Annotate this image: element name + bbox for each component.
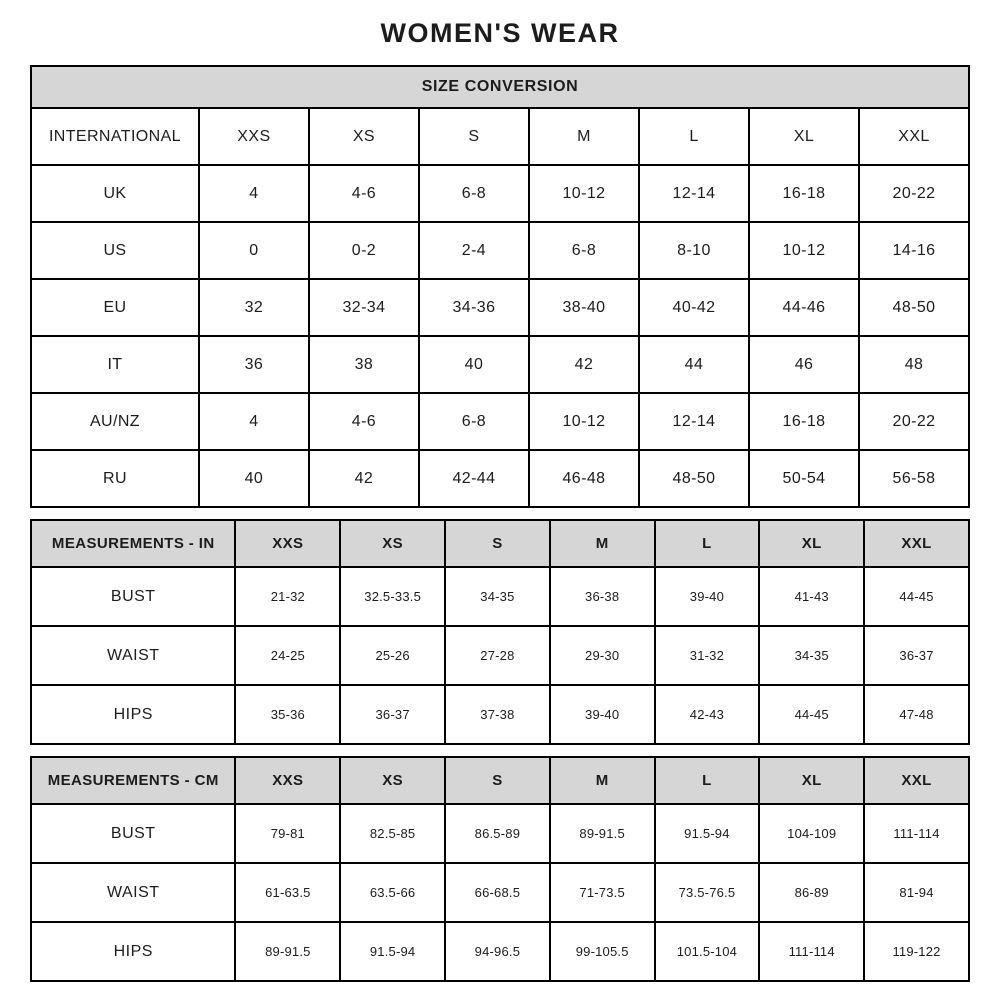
value-cell: 4-6 bbox=[309, 165, 419, 222]
value-cell: 46 bbox=[749, 336, 859, 393]
value-cell: 2-4 bbox=[419, 222, 529, 279]
column-header: XXS bbox=[235, 520, 340, 567]
row-label: BUST bbox=[31, 804, 235, 863]
value-cell: 89-91.5 bbox=[550, 804, 655, 863]
value-cell: 32.5-33.5 bbox=[340, 567, 445, 626]
value-cell: 111-114 bbox=[759, 922, 864, 981]
table-row bbox=[31, 863, 969, 922]
value-cell: 111-114 bbox=[864, 804, 969, 863]
column-header: M bbox=[550, 520, 655, 567]
row-label: WAIST bbox=[31, 626, 235, 685]
value-cell: 34-36 bbox=[419, 279, 529, 336]
row-label: EU bbox=[31, 279, 199, 336]
column-header-row bbox=[31, 108, 969, 165]
value-cell: 44 bbox=[639, 336, 749, 393]
value-cell: 61-63.5 bbox=[235, 863, 340, 922]
value-cell: 8-10 bbox=[639, 222, 749, 279]
value-cell: 48-50 bbox=[859, 279, 969, 336]
row-label: HIPS bbox=[31, 922, 235, 981]
value-cell: 42 bbox=[309, 450, 419, 507]
value-cell: 27-28 bbox=[445, 626, 550, 685]
value-cell: 44-45 bbox=[759, 685, 864, 744]
value-cell: 63.5-66 bbox=[340, 863, 445, 922]
value-cell: 40 bbox=[199, 450, 309, 507]
value-cell: 38 bbox=[309, 336, 419, 393]
row-label: WAIST bbox=[31, 863, 235, 922]
value-cell: 12-14 bbox=[639, 165, 749, 222]
value-cell: 99-105.5 bbox=[550, 922, 655, 981]
value-cell: 0-2 bbox=[309, 222, 419, 279]
value-cell: 50-54 bbox=[749, 450, 859, 507]
column-header-row bbox=[31, 520, 969, 567]
value-cell: 16-18 bbox=[749, 165, 859, 222]
size-conversion-table bbox=[30, 65, 970, 508]
row-label: UK bbox=[31, 165, 199, 222]
column-header: INTERNATIONAL bbox=[31, 108, 199, 165]
value-cell: 29-30 bbox=[550, 626, 655, 685]
measurements-in-table bbox=[30, 519, 970, 745]
column-header: L bbox=[639, 108, 749, 165]
table-row bbox=[31, 393, 969, 450]
value-cell: 39-40 bbox=[655, 567, 760, 626]
column-header: XL bbox=[749, 108, 859, 165]
value-cell: 82.5-85 bbox=[340, 804, 445, 863]
table-row bbox=[31, 165, 969, 222]
value-cell: 36-37 bbox=[864, 626, 969, 685]
value-cell: 21-32 bbox=[235, 567, 340, 626]
value-cell: 31-32 bbox=[655, 626, 760, 685]
value-cell: 10-12 bbox=[529, 165, 639, 222]
table-row bbox=[31, 222, 969, 279]
value-cell: 42 bbox=[529, 336, 639, 393]
value-cell: 14-16 bbox=[859, 222, 969, 279]
measurements-cm-table bbox=[30, 756, 970, 982]
table-row bbox=[31, 336, 969, 393]
value-cell: 79-81 bbox=[235, 804, 340, 863]
column-header: XL bbox=[759, 520, 864, 567]
column-header: M bbox=[529, 108, 639, 165]
value-cell: 10-12 bbox=[749, 222, 859, 279]
value-cell: 34-35 bbox=[759, 626, 864, 685]
value-cell: 44-45 bbox=[864, 567, 969, 626]
value-cell: 104-109 bbox=[759, 804, 864, 863]
table-title-row bbox=[31, 66, 969, 108]
value-cell: 44-46 bbox=[749, 279, 859, 336]
column-header: XS bbox=[340, 757, 445, 804]
value-cell: 16-18 bbox=[749, 393, 859, 450]
value-cell: 81-94 bbox=[864, 863, 969, 922]
value-cell: 47-48 bbox=[864, 685, 969, 744]
column-header: XS bbox=[340, 520, 445, 567]
column-header: XXS bbox=[199, 108, 309, 165]
value-cell: 6-8 bbox=[529, 222, 639, 279]
value-cell: 4 bbox=[199, 165, 309, 222]
value-cell: 40 bbox=[419, 336, 529, 393]
value-cell: 20-22 bbox=[859, 165, 969, 222]
table-row bbox=[31, 450, 969, 507]
value-cell: 89-91.5 bbox=[235, 922, 340, 981]
column-header: L bbox=[655, 520, 760, 567]
row-label: HIPS bbox=[31, 685, 235, 744]
value-cell: 6-8 bbox=[419, 393, 529, 450]
value-cell: 32-34 bbox=[309, 279, 419, 336]
row-label: RU bbox=[31, 450, 199, 507]
value-cell: 34-35 bbox=[445, 567, 550, 626]
table-title-cell: MEASUREMENTS - CM bbox=[31, 757, 235, 804]
value-cell: 56-58 bbox=[859, 450, 969, 507]
table-title: SIZE CONVERSION bbox=[31, 66, 969, 108]
value-cell: 40-42 bbox=[639, 279, 749, 336]
value-cell: 10-12 bbox=[529, 393, 639, 450]
value-cell: 36-37 bbox=[340, 685, 445, 744]
value-cell: 35-36 bbox=[235, 685, 340, 744]
value-cell: 36-38 bbox=[550, 567, 655, 626]
column-header: XXS bbox=[235, 757, 340, 804]
value-cell: 91.5-94 bbox=[655, 804, 760, 863]
table-row bbox=[31, 804, 969, 863]
value-cell: 4 bbox=[199, 393, 309, 450]
value-cell: 86-89 bbox=[759, 863, 864, 922]
value-cell: 66-68.5 bbox=[445, 863, 550, 922]
value-cell: 6-8 bbox=[419, 165, 529, 222]
column-header: XS bbox=[309, 108, 419, 165]
value-cell: 25-26 bbox=[340, 626, 445, 685]
value-cell: 94-96.5 bbox=[445, 922, 550, 981]
value-cell: 38-40 bbox=[529, 279, 639, 336]
value-cell: 91.5-94 bbox=[340, 922, 445, 981]
value-cell: 41-43 bbox=[759, 567, 864, 626]
value-cell: 42-44 bbox=[419, 450, 529, 507]
value-cell: 0 bbox=[199, 222, 309, 279]
column-header: S bbox=[419, 108, 529, 165]
table-row bbox=[31, 922, 969, 981]
value-cell: 46-48 bbox=[529, 450, 639, 507]
row-label: US bbox=[31, 222, 199, 279]
value-cell: 37-38 bbox=[445, 685, 550, 744]
table-row bbox=[31, 685, 969, 744]
column-header: XL bbox=[759, 757, 864, 804]
row-label: IT bbox=[31, 336, 199, 393]
column-header: M bbox=[550, 757, 655, 804]
column-header: XXL bbox=[864, 520, 969, 567]
row-label: AU/NZ bbox=[31, 393, 199, 450]
value-cell: 32 bbox=[199, 279, 309, 336]
value-cell: 42-43 bbox=[655, 685, 760, 744]
column-header: S bbox=[445, 757, 550, 804]
table-row bbox=[31, 626, 969, 685]
value-cell: 24-25 bbox=[235, 626, 340, 685]
value-cell: 20-22 bbox=[859, 393, 969, 450]
column-header: XXL bbox=[859, 108, 969, 165]
value-cell: 73.5-76.5 bbox=[655, 863, 760, 922]
value-cell: 119-122 bbox=[864, 922, 969, 981]
column-header-row bbox=[31, 757, 969, 804]
table-row bbox=[31, 279, 969, 336]
column-header: XXL bbox=[864, 757, 969, 804]
value-cell: 86.5-89 bbox=[445, 804, 550, 863]
table-row bbox=[31, 567, 969, 626]
value-cell: 39-40 bbox=[550, 685, 655, 744]
value-cell: 36 bbox=[199, 336, 309, 393]
table-title-cell: MEASUREMENTS - IN bbox=[31, 520, 235, 567]
value-cell: 12-14 bbox=[639, 393, 749, 450]
value-cell: 101.5-104 bbox=[655, 922, 760, 981]
value-cell: 71-73.5 bbox=[550, 863, 655, 922]
column-header: S bbox=[445, 520, 550, 567]
column-header: L bbox=[655, 757, 760, 804]
page-title: WOMEN'S WEAR bbox=[380, 18, 620, 48]
value-cell: 48-50 bbox=[639, 450, 749, 507]
value-cell: 48 bbox=[859, 336, 969, 393]
row-label: BUST bbox=[31, 567, 235, 626]
value-cell: 4-6 bbox=[309, 393, 419, 450]
